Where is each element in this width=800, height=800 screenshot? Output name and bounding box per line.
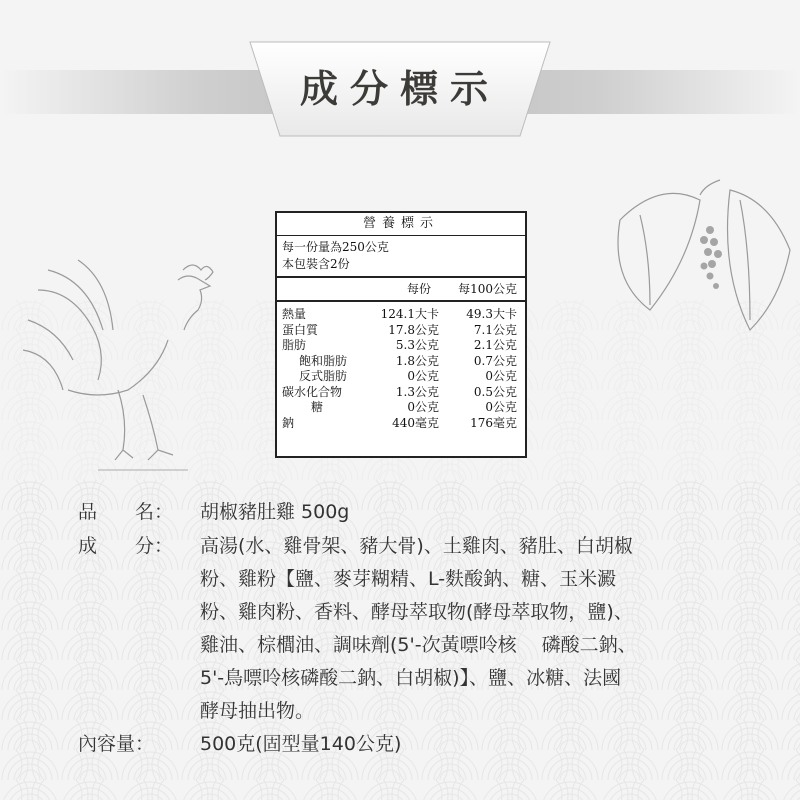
- nutrition-row: [277, 416, 525, 432]
- per-100g-value: 49.3大卡: [466, 307, 517, 321]
- per-serving-value: 0公克: [407, 400, 439, 414]
- per-100g-value: 7.1公克: [473, 322, 517, 337]
- header-per-100g: 每100公克: [458, 282, 517, 296]
- nutrient-name: 碳水化合物: [282, 384, 343, 399]
- nutrient-name: 蛋白質: [282, 322, 319, 337]
- serving-info: [277, 236, 525, 278]
- nutrient-name: 脂肪: [282, 338, 307, 352]
- nutrition-row: [277, 338, 525, 354]
- product-name-value: 胡椒豬肚雞 500g: [200, 501, 350, 523]
- nutrition-row: [277, 385, 525, 401]
- nutrition-facts-table: [275, 211, 527, 458]
- per-serving-value: 17.8公克: [388, 322, 439, 337]
- per-100g-value: 176毫克: [470, 415, 517, 430]
- per-serving-value: 0公克: [407, 369, 439, 383]
- rooster-illustration: [18, 250, 228, 490]
- per-100g-value: 2.1公克: [473, 338, 517, 352]
- nutrient-name: 鈉: [282, 415, 295, 430]
- header-per-serving: 每份: [406, 282, 431, 296]
- nutrient-name: 飽和脂肪: [299, 353, 348, 368]
- nutrient-name: 糖: [311, 400, 324, 414]
- per-100g-value: 0.7公克: [473, 353, 517, 368]
- per-100g-value: 0.5公克: [473, 384, 517, 399]
- serving-size: 每一份量為250公克: [282, 240, 389, 254]
- per-100g-value: 0公克: [485, 400, 517, 414]
- per-serving-value: 1.3公克: [395, 384, 439, 399]
- product-name-label: 品 名：: [78, 501, 174, 523]
- pepper-plant-illustration: [600, 170, 800, 340]
- nutrition-title: 營養標示: [277, 213, 525, 236]
- servings-per-package: 本包裝含2份: [282, 257, 350, 271]
- nutrition-row: [277, 323, 525, 339]
- per-serving-value: 1.8公克: [395, 353, 439, 368]
- nutrition-row: [277, 400, 525, 416]
- per-100g-value: 0公克: [485, 369, 517, 383]
- per-serving-value: 124.1大卡: [380, 307, 439, 321]
- per-serving-value: 440毫克: [392, 415, 439, 430]
- per-serving-value: 5.3公克: [395, 338, 439, 352]
- content-value: 500克(固型量140公克): [200, 733, 402, 755]
- page-title: 成分標示: [299, 66, 500, 111]
- nutrition-row: [277, 354, 525, 370]
- nutrition-column-header: [277, 278, 525, 302]
- nutrition-row: [277, 307, 525, 323]
- content-label: 內容量：: [78, 733, 155, 755]
- ingredients-label: 成 分：: [78, 535, 174, 557]
- nutrition-rows: [277, 302, 525, 431]
- nutrient-name: 熱量: [282, 307, 307, 321]
- nutrient-name: 反式脂肪: [299, 369, 348, 383]
- nutrition-row: [277, 369, 525, 385]
